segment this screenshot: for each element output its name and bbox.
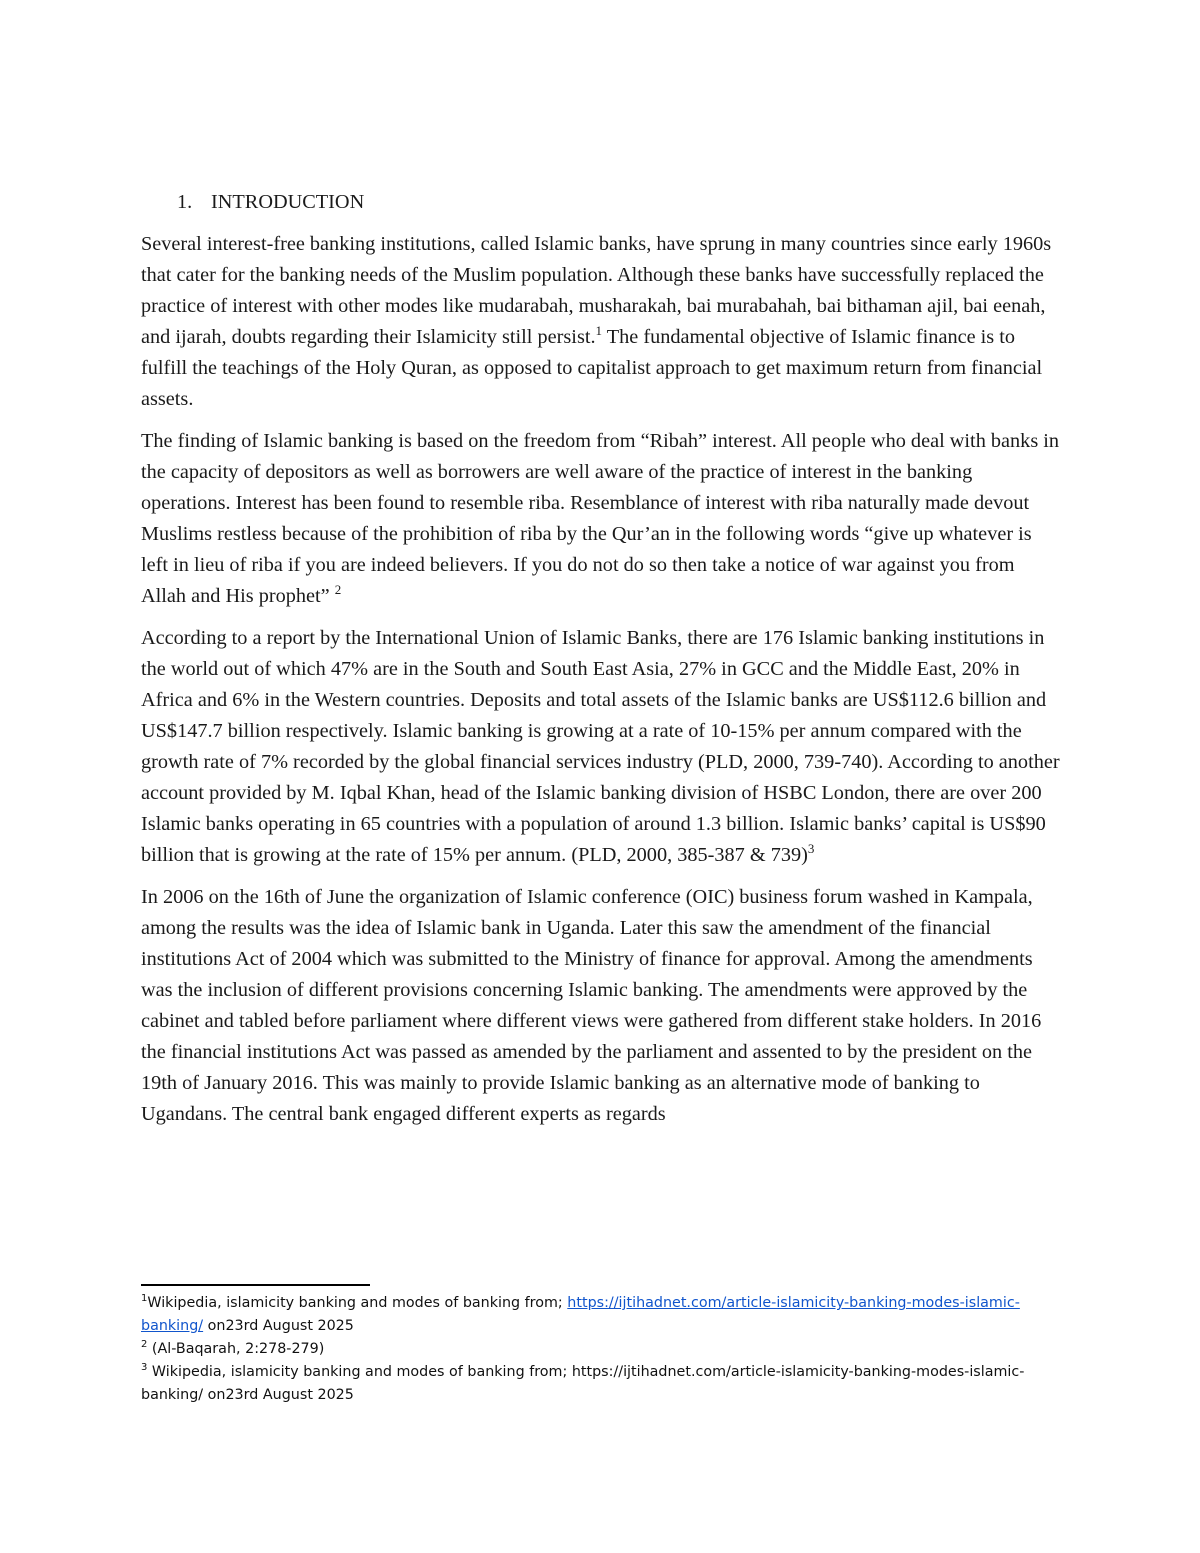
footnote-1-link[interactable]: https://ijtihadnet.com/article-islamicity-banking-modes-islamic-banking/ [141,1295,1020,1334]
paragraph-4: In 2006 on the 16th of June the organization of Islamic conference (OIC) business forum washed in Kampala, among the results was the idea of Islamic bank in Uganda. Later this saw the amendment of the financial institutions Act of 2004 which was submitted to the Ministry of finance for approval. Among the amendments was the inclusion of different provisions concerning Islamic banking. The amendments were approved by the cabinet and tabled before parliament where different views were gathered from different stake holders. In 2016 the financial institutions Act was passed as amended by the parliament and assented to by the president on the 19th of January 2016. This was mainly to provide Islamic banking as an alternative mode of banking to Ugandans. The central bank engaged different experts as regards [141,886,1042,1125]
footnote-3: $^3$ Wikipedia, islamicity banking and modes of banking from; https://ijtihadnet.com/article-islamicity-banking-modes-islamic-banking/ on23rd August 2025 [141,1362,1025,1403]
footnote-ref-2[interactable]: 2 [334,582,342,598]
section-heading [177,187,1061,218]
paragraph-1: Several interest-free banking institutions, called Islamic banks, have sprung in many countries since early 1960s that cater for the banking needs of the Muslim population. Although these banks have successfully replaced the practice of interest with other modes like mudarabah, musharakah, bai murabahah, bai bithaman ajil, bai eenah, and ijarah, doubts regarding their Islamicity still persist.$^1$ The fundamental objective of Islamic finance is to fulfill the teachings of the Holy Quran, as opposed to capitalist approach to get maximum return from financial assets. [141,233,1052,410]
paragraph-3: According to a report by the International Union of Islamic Banks, there are 176 Islamic banking institutions in the world out of which 47% are in the South and South East Asia, 27% in GCC and the Middle East, 20% in Africa and 6% in the Western countries. Deposits and total assets of the Islamic banks are US$112.6 billion and US$147.7 billion respectively. Islamic banking is growing at a rate of 10-15% per annum compared with the growth rate of 7% recorded by the global financial services industry (PLD, 2000, 739-740). According to another account provided by M. Iqbal Khan, head of the Islamic banking division of HSBC London, there are over 200 Islamic banks operating in 65 countries with a population of around 1.3 billion. Islamic banks’ capital is US$90 billion that is growing at the rate of 15% per annum. (PLD, 2000, 385-387 & 739)$^3$ [141,627,1060,866]
footnote-separator [141,1284,370,1286]
footnote-2: $^2$ (Al-Baqarah, 2:278-279) [141,1339,325,1357]
section-number: 1. [177,191,193,213]
footnotes [141,1292,1061,1407]
footnote-ref-1[interactable]: 1 [595,323,603,339]
document-body [141,187,1061,1141]
paragraph-2: The finding of Islamic banking is based on the freedom from “Ribah” interest. All people who deal with banks in the capacity of depositors as well as borrowers are well aware of the practice of interest in the banking operations. Interest has been found to resemble riba. Resemblance of interest with riba naturally made devout Muslims restless because of the prohibition of riba by the Qur’an in the following words “give up whatever is left in lieu of riba if you are indeed believers. If you do not do so then take a notice of war against you from Allah and His prophet” $^2$ [141,430,1060,607]
section-title: INTRODUCTION [211,191,365,213]
footnote-1: $^1$Wikipedia, islamicity banking and modes of banking from; https://ijtihadnet.com/article-islamicity-banking-modes-islamic-banking/ on23rd August 2025 [141,1293,1020,1334]
footnote-ref-3[interactable]: 3 [807,841,815,857]
